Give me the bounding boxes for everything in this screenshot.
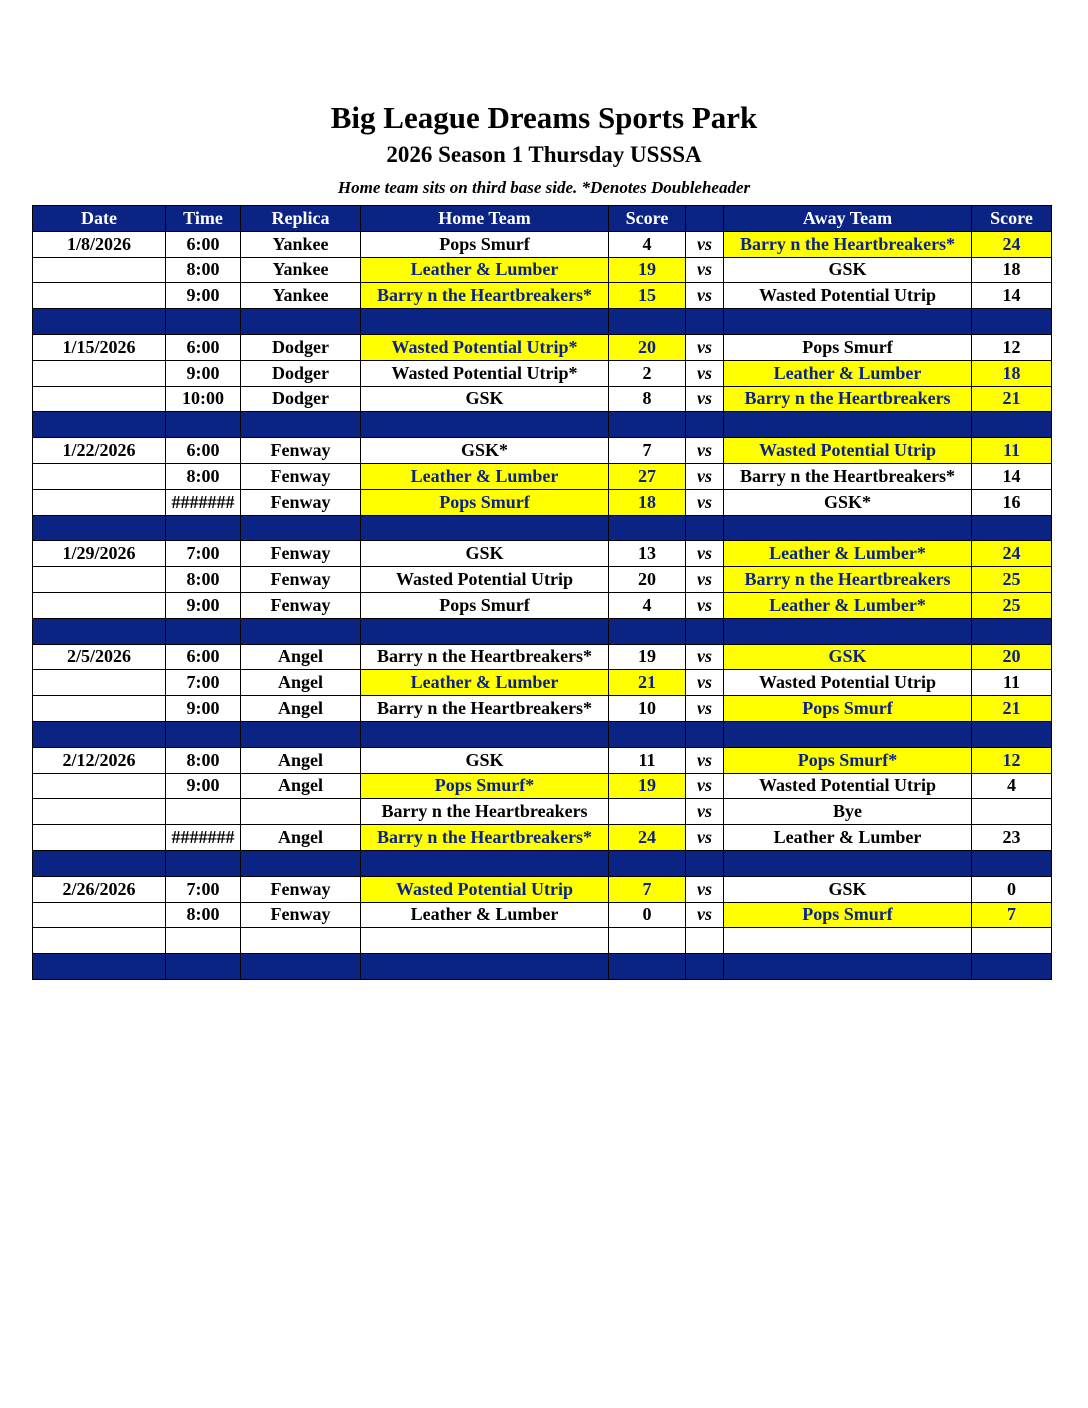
date-cell (33, 773, 166, 799)
date-cell (33, 567, 166, 593)
time-cell: 6:00 (166, 438, 241, 464)
spacer-cell (166, 721, 241, 747)
home-score-cell: 4 (609, 592, 686, 618)
game-row (33, 644, 1052, 670)
replica-cell: Fenway (241, 541, 361, 567)
replica-cell: Fenway (241, 902, 361, 928)
away-team-cell: Wasted Potential Utrip (724, 283, 972, 309)
spacer-cell (241, 412, 361, 438)
time-cell: 7:00 (166, 876, 241, 902)
game-row (33, 825, 1052, 851)
away-score-cell: 21 (972, 696, 1052, 722)
home-score-cell: 19 (609, 644, 686, 670)
home-team-cell: Barry n the Heartbreakers* (361, 696, 609, 722)
away-team-cell: GSK* (724, 489, 972, 515)
away-team-cell: Pops Smurf (724, 334, 972, 360)
home-score-cell: 2 (609, 360, 686, 386)
time-cell: 6:00 (166, 231, 241, 257)
away-score-cell: 21 (972, 386, 1052, 412)
col-date: Date (33, 206, 166, 232)
replica-cell: Fenway (241, 567, 361, 593)
home-score-cell: 20 (609, 334, 686, 360)
spacer-cell (609, 618, 686, 644)
away-score-cell: 11 (972, 670, 1052, 696)
replica-cell: Angel (241, 773, 361, 799)
spacer-row (33, 618, 1052, 644)
away-team-cell: Bye (724, 799, 972, 825)
spacer-cell (33, 850, 166, 876)
col-away-team: Away Team (724, 206, 972, 232)
home-team-cell: Leather & Lumber (361, 257, 609, 283)
vs-cell: vs (686, 747, 724, 773)
time-cell: 7:00 (166, 670, 241, 696)
home-score-cell: 13 (609, 541, 686, 567)
game-row (33, 670, 1052, 696)
time-cell: 9:00 (166, 696, 241, 722)
game-row (33, 283, 1052, 309)
page-subtitle: 2026 Season 1 Thursday USSSA (386, 142, 702, 167)
vs-cell: vs (686, 283, 724, 309)
spacer-row (33, 515, 1052, 541)
home-team-cell: Pops Smurf (361, 231, 609, 257)
date-cell (33, 696, 166, 722)
game-row (33, 876, 1052, 902)
away-team-cell: Barry n the Heartbreakers (724, 386, 972, 412)
home-score-cell: 11 (609, 747, 686, 773)
game-row (33, 567, 1052, 593)
vs-cell: vs (686, 592, 724, 618)
home-team-cell: GSK (361, 747, 609, 773)
header-row (33, 206, 1052, 232)
spacer-cell (361, 412, 609, 438)
home-team-cell: Barry n the Heartbreakers* (361, 283, 609, 309)
time-cell: 8:00 (166, 747, 241, 773)
col-away-score: Score (972, 206, 1052, 232)
spacer-cell (361, 850, 609, 876)
home-score-cell: 19 (609, 257, 686, 283)
home-score-cell: 19 (609, 773, 686, 799)
spacer-cell (686, 850, 724, 876)
date-cell (33, 257, 166, 283)
spacer-cell (361, 954, 609, 980)
home-team-cell: GSK* (361, 438, 609, 464)
spacer-cell (361, 309, 609, 335)
home-team-cell: Barry n the Heartbreakers* (361, 825, 609, 851)
spacer-cell (241, 954, 361, 980)
date-cell (33, 928, 166, 954)
spacer-row (33, 850, 1052, 876)
game-row (33, 541, 1052, 567)
replica-cell: Yankee (241, 257, 361, 283)
game-row (33, 696, 1052, 722)
col-replica: Replica (241, 206, 361, 232)
vs-cell: vs (686, 825, 724, 851)
date-cell (33, 799, 166, 825)
date-cell (33, 360, 166, 386)
game-row (33, 257, 1052, 283)
spacer-cell (724, 412, 972, 438)
spacer-cell (686, 954, 724, 980)
spacer-cell (166, 850, 241, 876)
spacer-cell (972, 954, 1052, 980)
spacer-cell (724, 954, 972, 980)
spacer-cell (724, 515, 972, 541)
schedule-body (33, 231, 1052, 979)
home-team-cell: Wasted Potential Utrip (361, 876, 609, 902)
home-score-cell (609, 928, 686, 954)
vs-cell: vs (686, 257, 724, 283)
game-row (33, 902, 1052, 928)
replica-cell: Fenway (241, 463, 361, 489)
home-team-cell: Wasted Potential Utrip* (361, 360, 609, 386)
time-cell: 7:00 (166, 541, 241, 567)
spacer-cell (33, 618, 166, 644)
away-team-cell: GSK (724, 644, 972, 670)
date-cell (33, 386, 166, 412)
home-team-cell: Pops Smurf (361, 592, 609, 618)
home-team-cell: GSK (361, 386, 609, 412)
spacer-cell (972, 850, 1052, 876)
spacer-cell (33, 515, 166, 541)
away-score-cell (972, 799, 1052, 825)
spacer-row (33, 412, 1052, 438)
date-cell: 1/22/2026 (33, 438, 166, 464)
schedule-note: Home team sits on third base side. *Denotes Doubleheader (337, 178, 751, 197)
spacer-cell (686, 309, 724, 335)
home-team-cell: Wasted Potential Utrip* (361, 334, 609, 360)
spacer-row (33, 954, 1052, 980)
home-team-cell: Leather & Lumber (361, 463, 609, 489)
home-score-cell: 7 (609, 438, 686, 464)
game-row (33, 799, 1052, 825)
date-cell: 2/12/2026 (33, 747, 166, 773)
home-score-cell: 18 (609, 489, 686, 515)
away-team-cell: Pops Smurf (724, 902, 972, 928)
spacer-cell (241, 309, 361, 335)
page-title: Big League Dreams Sports Park (330, 100, 758, 135)
date-cell: 1/8/2026 (33, 231, 166, 257)
spacer-cell (972, 309, 1052, 335)
spacer-cell (972, 618, 1052, 644)
date-cell (33, 489, 166, 515)
replica-cell: Fenway (241, 592, 361, 618)
game-row (33, 747, 1052, 773)
spacer-cell (609, 954, 686, 980)
time-cell: 9:00 (166, 360, 241, 386)
spacer-cell (609, 515, 686, 541)
spacer-cell (33, 309, 166, 335)
home-team-cell: GSK (361, 541, 609, 567)
col-time: Time (166, 206, 241, 232)
time-cell: 8:00 (166, 567, 241, 593)
home-team-cell: Barry n the Heartbreakers* (361, 644, 609, 670)
game-row (33, 438, 1052, 464)
away-team-cell: GSK (724, 257, 972, 283)
replica-cell (241, 928, 361, 954)
away-score-cell: 20 (972, 644, 1052, 670)
away-score-cell: 24 (972, 231, 1052, 257)
game-row (33, 489, 1052, 515)
time-cell: 8:00 (166, 257, 241, 283)
replica-cell: Fenway (241, 438, 361, 464)
time-cell: 9:00 (166, 283, 241, 309)
home-score-cell: 24 (609, 825, 686, 851)
vs-cell: vs (686, 438, 724, 464)
vs-cell: vs (686, 541, 724, 567)
time-cell: 9:00 (166, 773, 241, 799)
home-team-cell: Pops Smurf* (361, 773, 609, 799)
spacer-cell (166, 412, 241, 438)
spacer-cell (686, 515, 724, 541)
vs-cell: vs (686, 231, 724, 257)
replica-cell: Dodger (241, 334, 361, 360)
game-row (33, 360, 1052, 386)
vs-cell: vs (686, 696, 724, 722)
date-cell (33, 902, 166, 928)
home-score-cell: 0 (609, 902, 686, 928)
away-team-cell: Barry n the Heartbreakers* (724, 463, 972, 489)
spacer-cell (609, 850, 686, 876)
game-row (33, 231, 1052, 257)
game-row (33, 386, 1052, 412)
schedule-table (32, 205, 1052, 980)
away-team-cell: Pops Smurf* (724, 747, 972, 773)
home-team-cell: Leather & Lumber (361, 902, 609, 928)
vs-cell: vs (686, 567, 724, 593)
home-score-cell: 4 (609, 231, 686, 257)
spacer-cell (33, 954, 166, 980)
away-team-cell: Leather & Lumber* (724, 592, 972, 618)
away-score-cell: 18 (972, 257, 1052, 283)
time-cell: 6:00 (166, 334, 241, 360)
spacer-cell (241, 850, 361, 876)
away-score-cell: 7 (972, 902, 1052, 928)
spacer-cell (166, 954, 241, 980)
home-score-cell: 21 (609, 670, 686, 696)
game-row (33, 928, 1052, 954)
home-team-cell: Pops Smurf (361, 489, 609, 515)
replica-cell: Dodger (241, 360, 361, 386)
game-row (33, 773, 1052, 799)
game-row (33, 463, 1052, 489)
spacer-cell (241, 618, 361, 644)
replica-cell: Angel (241, 670, 361, 696)
replica-cell: Angel (241, 825, 361, 851)
spacer-cell (609, 309, 686, 335)
away-team-cell (724, 928, 972, 954)
replica-cell (241, 799, 361, 825)
vs-cell: vs (686, 644, 724, 670)
spacer-cell (972, 412, 1052, 438)
home-score-cell (609, 799, 686, 825)
spacer-cell (361, 515, 609, 541)
home-team-cell: Leather & Lumber (361, 670, 609, 696)
date-cell: 2/26/2026 (33, 876, 166, 902)
spacer-cell (609, 721, 686, 747)
away-team-cell: Wasted Potential Utrip (724, 438, 972, 464)
spacer-cell (724, 618, 972, 644)
date-cell (33, 592, 166, 618)
replica-cell: Angel (241, 747, 361, 773)
date-cell: 1/29/2026 (33, 541, 166, 567)
home-team-cell: Barry n the Heartbreakers (361, 799, 609, 825)
home-score-cell: 8 (609, 386, 686, 412)
away-score-cell: 4 (972, 773, 1052, 799)
spacer-cell (972, 515, 1052, 541)
spacer-cell (609, 412, 686, 438)
vs-cell: vs (686, 386, 724, 412)
away-team-cell: Pops Smurf (724, 696, 972, 722)
away-score-cell: 16 (972, 489, 1052, 515)
replica-cell: Yankee (241, 231, 361, 257)
away-score-cell: 24 (972, 541, 1052, 567)
spacer-cell (33, 721, 166, 747)
time-cell: 8:00 (166, 902, 241, 928)
spacer-cell (361, 721, 609, 747)
replica-cell: Angel (241, 696, 361, 722)
time-cell: 9:00 (166, 592, 241, 618)
time-cell: 6:00 (166, 644, 241, 670)
time-cell: 10:00 (166, 386, 241, 412)
home-score-cell: 10 (609, 696, 686, 722)
home-team-cell (361, 928, 609, 954)
away-team-cell: Wasted Potential Utrip (724, 670, 972, 696)
home-team-cell: Wasted Potential Utrip (361, 567, 609, 593)
away-score-cell: 14 (972, 463, 1052, 489)
spacer-cell (241, 721, 361, 747)
date-cell: 2/5/2026 (33, 644, 166, 670)
away-score-cell: 0 (972, 876, 1052, 902)
home-score-cell: 27 (609, 463, 686, 489)
spacer-cell (724, 309, 972, 335)
spacer-cell (361, 618, 609, 644)
spacer-cell (686, 721, 724, 747)
spacer-row (33, 309, 1052, 335)
game-row (33, 592, 1052, 618)
game-row (33, 334, 1052, 360)
away-score-cell: 11 (972, 438, 1052, 464)
spacer-cell (686, 412, 724, 438)
away-score-cell: 23 (972, 825, 1052, 851)
time-cell: ####### (166, 489, 241, 515)
date-cell: 1/15/2026 (33, 334, 166, 360)
away-score-cell: 25 (972, 592, 1052, 618)
vs-cell (686, 928, 724, 954)
time-cell (166, 799, 241, 825)
col-home-score: Score (609, 206, 686, 232)
spacer-cell (166, 618, 241, 644)
away-score-cell: 25 (972, 567, 1052, 593)
vs-cell: vs (686, 670, 724, 696)
vs-cell: vs (686, 463, 724, 489)
replica-cell: Dodger (241, 386, 361, 412)
date-cell (33, 283, 166, 309)
replica-cell: Angel (241, 644, 361, 670)
away-team-cell: Barry n the Heartbreakers* (724, 231, 972, 257)
col-vs (686, 206, 724, 232)
spacer-cell (724, 850, 972, 876)
home-score-cell: 7 (609, 876, 686, 902)
away-team-cell: Wasted Potential Utrip (724, 773, 972, 799)
col-home-team: Home Team (361, 206, 609, 232)
time-cell: ####### (166, 825, 241, 851)
away-team-cell: Leather & Lumber (724, 825, 972, 851)
spacer-cell (166, 309, 241, 335)
spacer-cell (724, 721, 972, 747)
spacer-cell (33, 412, 166, 438)
away-team-cell: Leather & Lumber* (724, 541, 972, 567)
date-cell (33, 670, 166, 696)
date-cell (33, 463, 166, 489)
vs-cell: vs (686, 799, 724, 825)
vs-cell: vs (686, 876, 724, 902)
spacer-cell (166, 515, 241, 541)
home-score-cell: 20 (609, 567, 686, 593)
spacer-row (33, 721, 1052, 747)
vs-cell: vs (686, 902, 724, 928)
away-score-cell (972, 928, 1052, 954)
vs-cell: vs (686, 773, 724, 799)
date-cell (33, 825, 166, 851)
away-team-cell: Leather & Lumber (724, 360, 972, 386)
away-score-cell: 18 (972, 360, 1052, 386)
replica-cell: Fenway (241, 876, 361, 902)
away-team-cell: Barry n the Heartbreakers (724, 567, 972, 593)
replica-cell: Yankee (241, 283, 361, 309)
away-score-cell: 12 (972, 334, 1052, 360)
away-score-cell: 14 (972, 283, 1052, 309)
vs-cell: vs (686, 360, 724, 386)
spacer-cell (686, 618, 724, 644)
time-cell: 8:00 (166, 463, 241, 489)
spacer-cell (241, 515, 361, 541)
vs-cell: vs (686, 489, 724, 515)
spacer-cell (972, 721, 1052, 747)
replica-cell: Fenway (241, 489, 361, 515)
away-score-cell: 12 (972, 747, 1052, 773)
time-cell (166, 928, 241, 954)
home-score-cell: 15 (609, 283, 686, 309)
away-team-cell: GSK (724, 876, 972, 902)
vs-cell: vs (686, 334, 724, 360)
